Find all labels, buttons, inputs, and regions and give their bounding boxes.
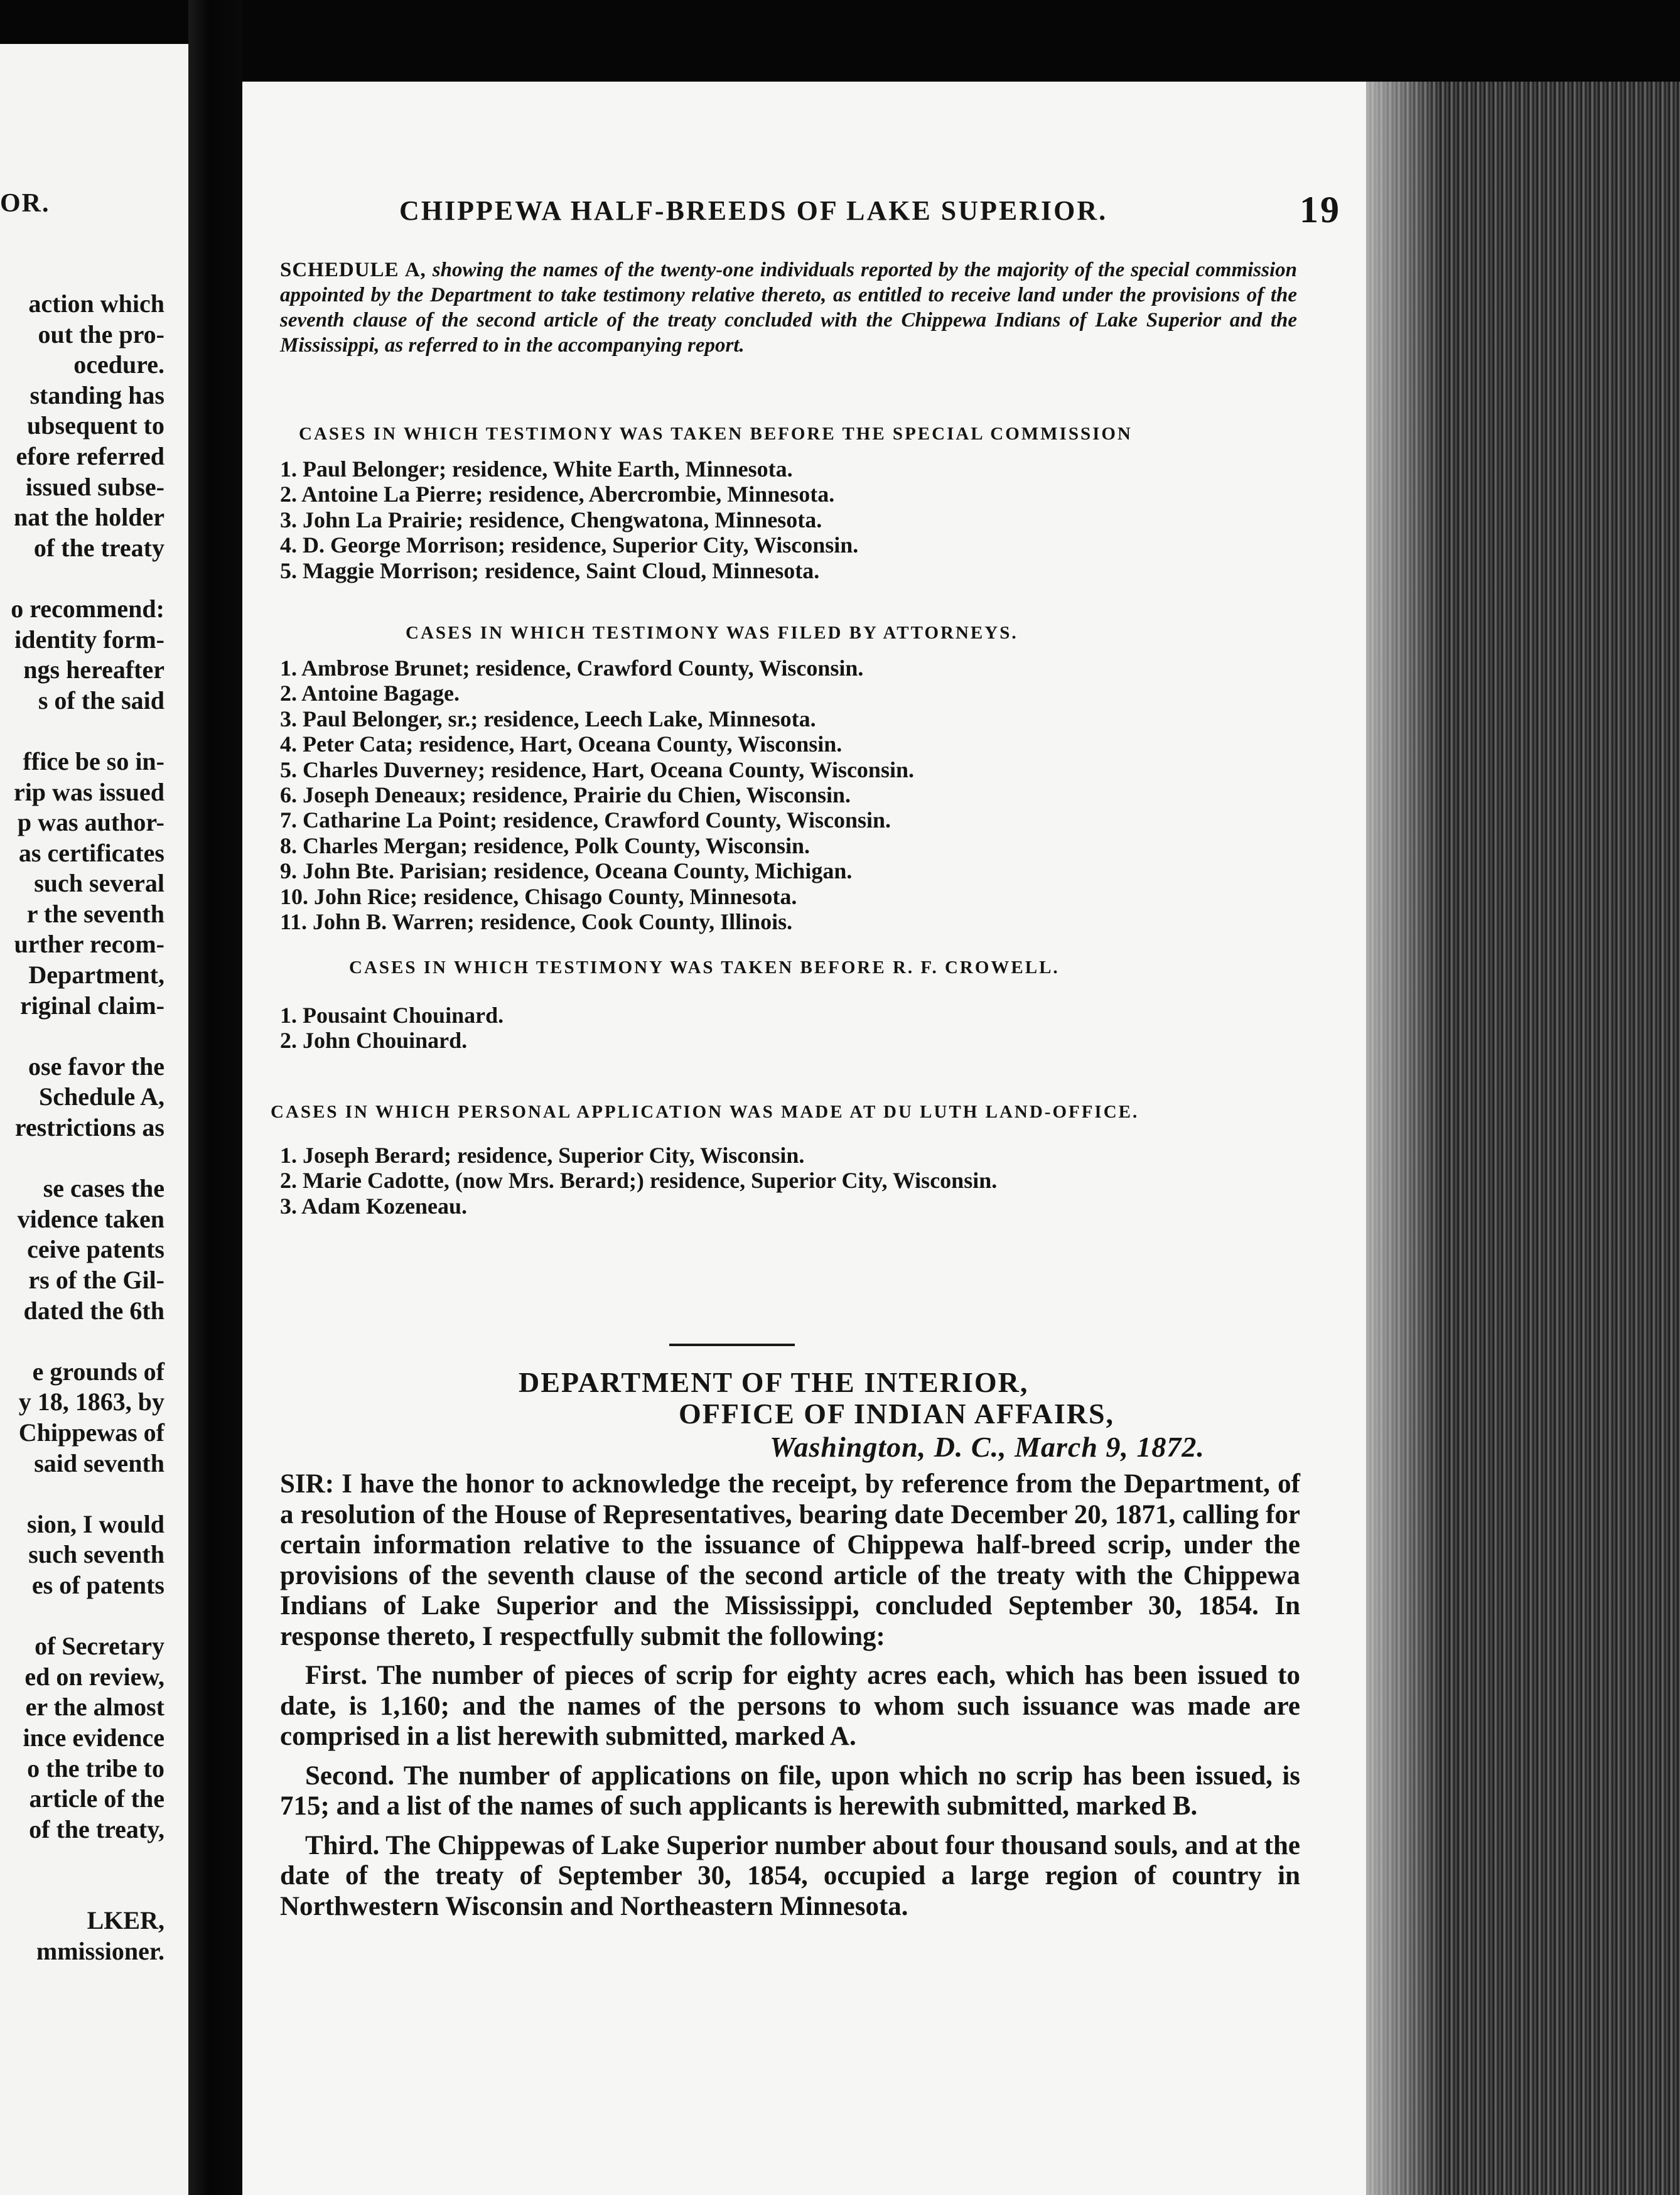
left-page-line: out the pro- bbox=[38, 320, 164, 348]
list-item: 3. John La Prairie; residence, Chengwatona, Minnesota. bbox=[280, 507, 822, 532]
list-item: 11. John B. Warren; residence, Cook County, Illinois. bbox=[280, 909, 793, 934]
left-page-line: se cases the bbox=[43, 1174, 164, 1203]
left-page-line: action which bbox=[28, 289, 164, 318]
list-item: 5. Maggie Morrison; residence, Saint Cloud, Minnesota. bbox=[280, 558, 820, 583]
left-page-line bbox=[11, 1479, 164, 1509]
left-page-line: p was author- bbox=[17, 808, 164, 837]
left-page-line: of the treaty, bbox=[29, 1815, 164, 1843]
left-page-line: nat the holder bbox=[14, 503, 164, 532]
left-page-line: riginal claim- bbox=[20, 991, 164, 1020]
left-page-line: standing has bbox=[30, 380, 164, 409]
list-item: 6. Joseph Deneaux; residence, Prairie du Chien, Wisconsin. bbox=[280, 782, 851, 807]
list-item: 10. John Rice; residence, Chisago County, Minnesota. bbox=[280, 883, 797, 909]
left-page-line: Schedule A, bbox=[38, 1082, 164, 1111]
left-page-line: o recommend: bbox=[11, 594, 164, 623]
list-item: 1. Ambrose Brunet; residence, Crawford County, Wisconsin. bbox=[280, 655, 864, 681]
section-divider-rule bbox=[669, 1344, 795, 1346]
left-page-line: of Secretary bbox=[35, 1632, 164, 1661]
left-page-line: rs of the Gil- bbox=[28, 1266, 164, 1294]
left-page-line: issued subse- bbox=[25, 472, 164, 501]
letter-paragraph: First. The number of pieces of scrip for eighty acres each, which has been issued to date, is 1,160; and the names of the persons to whom such issuance was made are comprised in a list herewith submitted, marked A. bbox=[280, 1661, 1300, 1751]
left-page-line: ngs hereafter bbox=[23, 655, 164, 684]
section-list-crowell bbox=[280, 1003, 503, 1054]
list-item: 3. Paul Belonger, sr.; residence, Leech Lake, Minnesota. bbox=[280, 706, 816, 731]
left-page-line: s of the said bbox=[38, 686, 164, 715]
list-item: 2. Antoine La Pierre; residence, Abercrombie, Minnesota. bbox=[280, 482, 835, 507]
section-heading-special-commission: CASES IN WHICH TESTIMONY WAS TAKEN BEFORE THE SPECIAL COMMISSION bbox=[299, 424, 1133, 444]
list-item: 5. Charles Duverney; residence, Hart, Oceana County, Wisconsin. bbox=[280, 757, 914, 782]
left-page-line: es of patents bbox=[31, 1570, 164, 1599]
left-page-line bbox=[11, 716, 164, 747]
schedule-intro-text: showing the names of the twenty-one individuals reported by the majority of the special commission appointed by the Department to take testimony relative thereto, as entitled to receive land under the provisions of the seventh clause of the second article of the treaty concluded with the Chippewa Indians of Lake Superior and the Mississippi, as referred to in the accompanying report. bbox=[280, 259, 1297, 357]
list-item: 1. Joseph Berard; residence, Superior City, Wisconsin. bbox=[280, 1143, 805, 1168]
left-page-line: vidence taken bbox=[17, 1204, 164, 1233]
list-item: 2. John Chouinard. bbox=[280, 1028, 468, 1054]
list-item: 7. Catharine La Point; residence, Crawford County, Wisconsin. bbox=[280, 807, 891, 833]
section-list-du-luth bbox=[280, 1143, 997, 1219]
left-page-line: efore referred bbox=[16, 441, 164, 470]
page-stack-edge bbox=[1366, 82, 1680, 2195]
left-page-line bbox=[11, 1601, 164, 1632]
left-facing-page bbox=[0, 44, 188, 2195]
schedule-intro bbox=[280, 257, 1297, 358]
letterhead-department: DEPARTMENT OF THE INTERIOR, bbox=[519, 1366, 1029, 1398]
left-page-line: ose favor the bbox=[28, 1052, 164, 1081]
left-page-line bbox=[11, 1326, 164, 1357]
letter-paragraph: Second. The number of applications on file, upon which no scrip has been issued, is 715; and a list of the names of such applicants is herewith submitted, marked B. bbox=[280, 1761, 1300, 1821]
left-page-line: y 18, 1863, by bbox=[18, 1388, 164, 1416]
left-page-line: e grounds of bbox=[32, 1357, 164, 1386]
left-page-line: mmissioner. bbox=[36, 1937, 164, 1966]
left-page-line: article of the bbox=[29, 1784, 164, 1813]
left-page-line: ince evidence bbox=[23, 1723, 164, 1752]
list-item: 2. Antoine Bagage. bbox=[280, 681, 460, 706]
section-heading-du-luth: CASES IN WHICH PERSONAL APPLICATION WAS MADE AT DU LUTH LAND-OFFICE. bbox=[271, 1102, 1139, 1122]
left-page-line: ocedure. bbox=[73, 350, 164, 379]
left-page-line: ceive patents bbox=[27, 1235, 164, 1264]
left-page-line: sion, I would bbox=[27, 1509, 164, 1538]
left-page-line: dated the 6th bbox=[23, 1296, 164, 1325]
left-page-line: restrictions as bbox=[14, 1113, 164, 1142]
left-page-line: Department, bbox=[28, 961, 164, 990]
left-page-line: identity form- bbox=[14, 625, 164, 654]
list-item: 4. Peter Cata; residence, Hart, Oceana County, Wisconsin. bbox=[280, 731, 843, 757]
letter-paragraph: Third. The Chippewas of Lake Superior number about four thousand souls, and at the date of the treaty of September 30, 1854, occupied a large region of country in Northwestern Wisconsin and Northeastern Minnesota. bbox=[280, 1830, 1300, 1921]
letter-dateline: Washington, D. C., March 9, 1872. bbox=[770, 1431, 1205, 1463]
list-item: 3. Adam Kozeneau. bbox=[280, 1193, 468, 1219]
main-page bbox=[242, 82, 1366, 2195]
left-page-line: ed on review, bbox=[24, 1662, 164, 1691]
list-item: 4. D. George Morrison; residence, Superior City, Wisconsin. bbox=[280, 532, 859, 558]
left-page-line: urther recom- bbox=[14, 930, 164, 959]
list-item: 8. Charles Mergan; residence, Polk County, Wisconsin. bbox=[280, 833, 810, 858]
left-page-line: said seventh bbox=[34, 1448, 164, 1477]
list-item: 1. Paul Belonger; residence, White Earth, Minnesota. bbox=[280, 456, 793, 482]
left-page-header: OR. bbox=[0, 189, 50, 218]
page-number: 19 bbox=[1300, 189, 1341, 230]
letter-paragraph: SIR: I have the honor to acknowledge the receipt, by reference from the Department, of a resolution of the House of Representatives, bearing date December 20, 1871, calling for certain information relative to the issuance of Chippewa half-breed scrip, under the provisions of the seventh clause of the second article of the treaty with the Chippewa Indians of Lake Superior and the Mississippi, concluded September 30, 1854. In response thereto, I respectfully submit the following: bbox=[280, 1469, 1300, 1651]
left-page-line: ffice be so in- bbox=[23, 747, 164, 775]
left-page-line: of the treaty bbox=[33, 533, 164, 562]
book-gutter bbox=[188, 0, 242, 2195]
section-list-special-commission bbox=[280, 456, 858, 583]
letterhead-office: OFFICE OF INDIAN AFFAIRS, bbox=[679, 1398, 1115, 1430]
left-page-line bbox=[11, 1845, 164, 1875]
left-page-line bbox=[11, 1021, 164, 1052]
list-item: 1. Pousaint Chouinard. bbox=[280, 1003, 504, 1028]
running-title: CHIPPEWA HALF-BREEDS OF LAKE SUPERIOR. bbox=[399, 195, 1108, 226]
left-page-line: LKER, bbox=[87, 1906, 164, 1935]
left-page-line: o the tribe to bbox=[27, 1754, 164, 1782]
letter-body bbox=[280, 1469, 1300, 1922]
left-page-line: such seventh bbox=[28, 1540, 164, 1569]
section-heading-crowell: CASES IN WHICH TESTIMONY WAS TAKEN BEFORE R. F. CROWELL. bbox=[349, 957, 1060, 978]
left-page-line: ubsequent to bbox=[27, 411, 164, 440]
left-page-line: er the almost bbox=[25, 1693, 164, 1722]
list-item: 2. Marie Cadotte, (now Mrs. Berard;) residence, Superior City, Wisconsin. bbox=[280, 1168, 998, 1194]
section-heading-attorneys: CASES IN WHICH TESTIMONY WAS FILED BY ATTORNEYS. bbox=[406, 623, 1018, 643]
list-item: 9. John Bte. Parisian; residence, Oceana County, Michigan. bbox=[280, 858, 853, 884]
left-page-line bbox=[11, 563, 164, 594]
schedule-label: SCHEDULE A, bbox=[280, 259, 426, 281]
left-page-line bbox=[11, 1143, 164, 1174]
section-list-attorneys bbox=[280, 655, 914, 934]
left-page-line bbox=[11, 1875, 164, 1906]
left-page-line: rip was issued bbox=[13, 777, 164, 806]
left-page-line: as certificates bbox=[18, 838, 164, 867]
left-page-line: such several bbox=[34, 869, 164, 898]
left-page-line: Chippewas of bbox=[18, 1418, 164, 1447]
left-page-line: r the seventh bbox=[26, 899, 164, 928]
bleed-through-texture bbox=[493, 383, 1310, 414]
left-page-text bbox=[11, 289, 164, 1967]
